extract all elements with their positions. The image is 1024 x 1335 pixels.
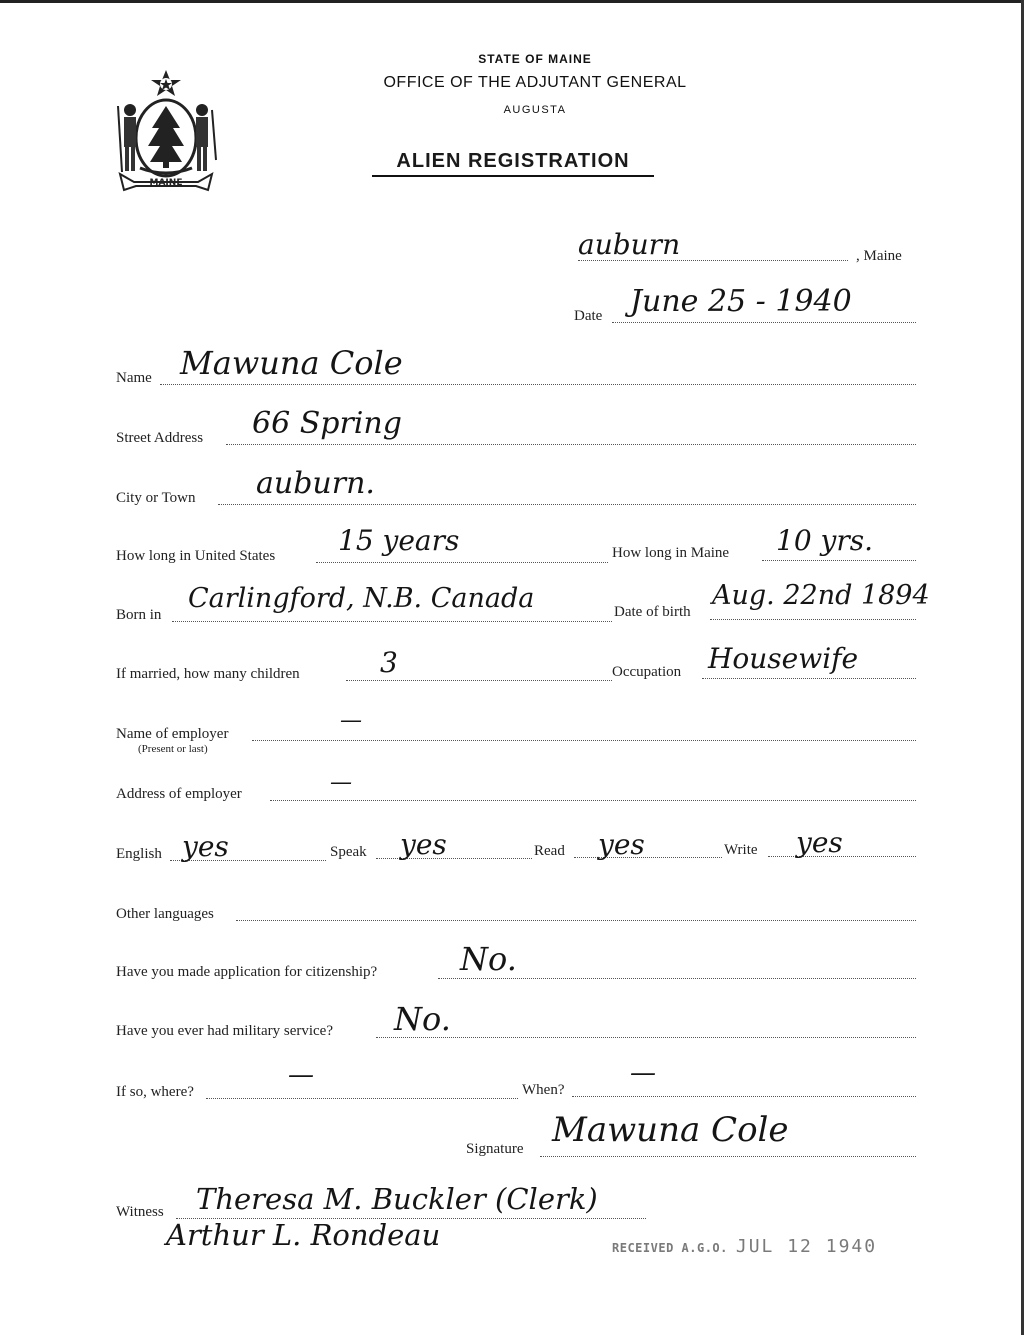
other-languages-label: Other languages: [116, 906, 214, 922]
town-line: [578, 260, 848, 261]
witness-value-2: Arthur L. Rondeau: [166, 1218, 441, 1252]
where-value: —: [288, 1060, 314, 1090]
state-heading: STATE OF MAINE: [478, 52, 592, 66]
dob-label: Date of birth: [614, 604, 691, 620]
seal-banner-text: MAINE: [149, 178, 183, 188]
date-line: [612, 322, 916, 323]
name-line: [160, 384, 916, 385]
when-value: —: [630, 1058, 656, 1088]
born-in-line: [172, 621, 612, 622]
occupation-label: Occupation: [612, 664, 682, 680]
signature-label: Signature: [466, 1141, 524, 1157]
where-line: [206, 1098, 518, 1099]
read-label: Read: [534, 843, 565, 859]
how-long-maine-label: How long in Maine: [612, 545, 730, 561]
signature-line: [540, 1156, 916, 1157]
occupation-line: [702, 678, 916, 679]
received-stamp-date: JUL 12 1940: [735, 1236, 878, 1257]
write-value: yes: [796, 826, 843, 859]
how-long-maine-value: 10 yrs.: [776, 524, 874, 557]
employer-line: [252, 740, 916, 741]
city-line: [218, 504, 916, 505]
other-languages-line: [236, 920, 916, 921]
read-value: yes: [598, 828, 645, 861]
born-in-label: Born in: [116, 607, 162, 623]
street-label: Street Address: [116, 430, 204, 446]
read-line: [574, 857, 722, 858]
children-value: 3: [380, 646, 398, 679]
town-value: auburn: [578, 228, 681, 261]
street-value: 66 Spring: [252, 406, 402, 441]
witness-value-1: Theresa M. Buckler (Clerk): [196, 1182, 598, 1216]
when-label: When?: [522, 1082, 565, 1098]
city-label: City or Town: [116, 490, 196, 506]
children-line: [346, 680, 612, 681]
born-in-value: Carlingford, N.B. Canada: [188, 583, 535, 614]
witness-label: Witness: [116, 1204, 164, 1220]
received-stamp-text: RECEIVED A.G.O.: [612, 1241, 728, 1255]
maine-seal-icon: [112, 66, 220, 196]
street-line: [226, 444, 916, 445]
where-label: If so, where?: [116, 1084, 194, 1100]
how-long-maine-line: [762, 560, 916, 561]
how-long-us-label: How long in United States: [116, 548, 276, 564]
signature-value: Mawuna Cole: [552, 1110, 789, 1150]
citizenship-label: Have you made application for citizenship?: [116, 964, 378, 980]
name-value: Mawuna Cole: [180, 344, 403, 382]
speak-value: yes: [400, 828, 447, 861]
employer-value: —: [340, 708, 362, 733]
write-label: Write: [724, 842, 758, 858]
employer-address-value: —: [330, 770, 352, 795]
speak-label: Speak: [330, 844, 367, 860]
citizenship-value: No.: [460, 940, 517, 978]
city-value: auburn.: [256, 466, 375, 501]
military-line: [376, 1037, 916, 1038]
form-title: ALIEN REGISTRATION: [372, 150, 654, 177]
military-label: Have you ever had military service?: [116, 1023, 333, 1039]
children-label: If married, how many children: [116, 666, 300, 682]
maine-label: , Maine: [856, 248, 902, 264]
date-value: June 25 - 1940: [630, 284, 852, 319]
employer-address-label: Address of employer: [116, 786, 242, 802]
employer-note: (Present or last): [138, 743, 208, 755]
date-label: Date: [574, 308, 603, 324]
citizenship-line: [438, 978, 916, 979]
military-value: No.: [394, 1000, 451, 1038]
city-heading: AUGUSTA: [503, 104, 567, 116]
english-label: English: [116, 846, 162, 862]
top-border: [0, 0, 1024, 3]
name-label: Name: [116, 370, 152, 386]
employer-label: Name of employer: [116, 726, 229, 742]
occupation-value: Housewife: [708, 642, 859, 675]
office-heading: OFFICE OF THE ADJUTANT GENERAL: [383, 74, 687, 91]
received-stamp: [612, 1236, 877, 1257]
how-long-us-value: 15 years: [338, 524, 460, 557]
employer-address-line: [270, 800, 916, 801]
english-value: yes: [182, 830, 229, 863]
dob-line: [710, 619, 916, 620]
when-line: [572, 1096, 916, 1097]
dob-value: Aug. 22nd 1894: [712, 580, 930, 611]
how-long-us-line: [316, 562, 608, 563]
